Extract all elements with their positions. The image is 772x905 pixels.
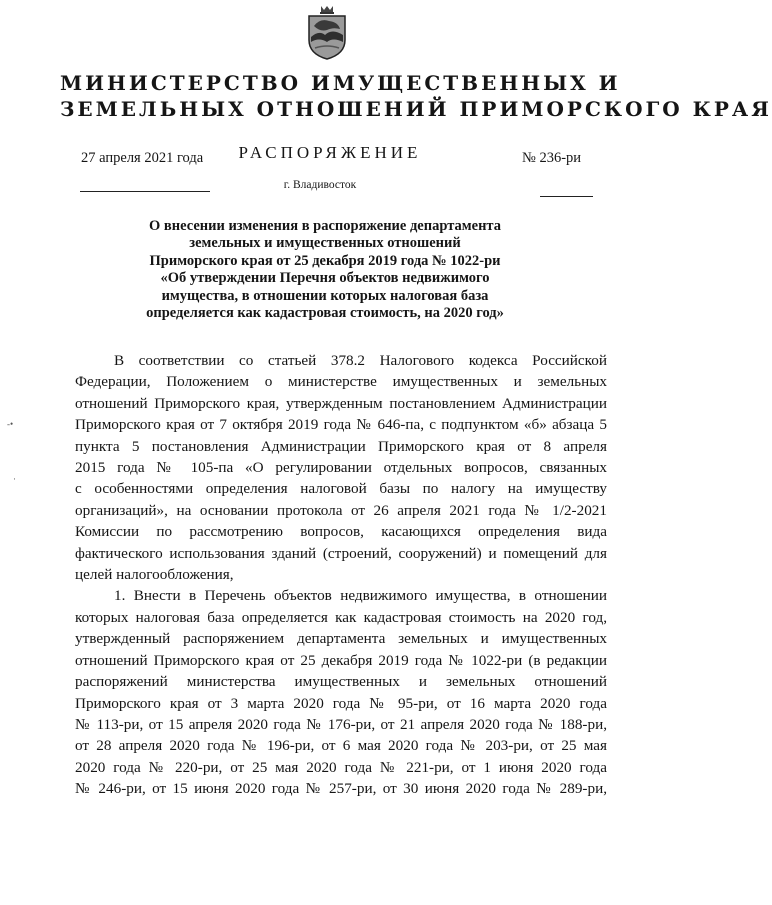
body-line: 2015 года № 105-па «О регулировании отдельных вопросов, связанных	[75, 459, 607, 477]
title-line: Приморского края от 25 декабря 2019 года № 1022-ри	[149, 252, 501, 269]
document-title	[110, 218, 540, 322]
coat-of-arms-icon	[305, 4, 349, 60]
ministry-name-line-1: МИНИСТЕРСТВО ИМУЩЕСТВЕННЫХ И	[60, 71, 621, 95]
title-line: О внесении изменения в распоряжение департамента	[149, 218, 501, 234]
body-line: которых налоговая база определяется как кадастровая стоимость на 2020 год,	[75, 608, 607, 626]
body-line: Федерации, Положением о министерстве имущественных и земельных	[75, 373, 607, 391]
document-type: РАСПОРЯЖЕНИЕ	[238, 143, 422, 162]
title-line: земельных и имущественных отношений	[189, 235, 461, 252]
scan-mark: ·	[13, 474, 16, 484]
title-line: определяется как кадастровая стоимость, на 2020 год»	[146, 305, 504, 322]
body-line: распоряжений министерства имущественных и земельных отношений	[75, 673, 607, 691]
number-underline	[540, 196, 593, 197]
scan-mark: -•	[7, 419, 14, 429]
body-line: Приморского края от 7 октября 2019 года № 646-па, с подпунктом «б» абзаца 5	[75, 416, 607, 434]
body-line: фактического использования зданий (строений, сооружений) и помещений для	[75, 544, 607, 562]
body-line: утвержденный распоряжением департамента земельных и имущественных	[75, 630, 607, 648]
document-body	[75, 350, 607, 800]
document-city: г. Владивосток	[283, 179, 357, 191]
body-line: от 28 апреля 2020 года № 196-ри, от 6 мая 2020 года № 203-ри, от 25 мая	[75, 737, 607, 755]
body-line: целей налогообложения,	[75, 566, 234, 584]
body-line: № 113-ри, от 15 апреля 2020 года № 176-ри, от 21 апреля 2020 года № 188-ри,	[75, 715, 607, 733]
title-line: «Об утверждении Перечня объектов недвижимого	[160, 270, 490, 287]
document-number: № 236-ри	[522, 150, 582, 166]
body-line: В соответствии со статьей 378.2 Налогового кодекса Российской	[114, 352, 607, 369]
body-line: пункта 5 постановления Администрации Приморского края от 8 апреля	[75, 437, 607, 455]
body-line: 2020 года № 220-ри, от 25 мая 2020 года № 221-ри, от 1 июня 2020 года	[75, 758, 607, 776]
body-line: № 246-ри, от 15 июня 2020 года № 257-ри, от 30 июня 2020 года № 289-ри,	[75, 780, 607, 798]
title-line: имущества, в отношении которых налоговая база	[161, 287, 489, 304]
body-line: Приморского края от 3 марта 2020 года № 95-ри, от 16 марта 2020 года	[75, 694, 607, 712]
ministry-name-line-2: ЗЕМЕЛЬНЫХ ОТНОШЕНИЙ ПРИМОРСКОГО КРАЯ	[60, 97, 772, 121]
document-date: 27 апреля 2021 года	[81, 150, 204, 166]
body-line: 1. Внести в Перечень объектов недвижимого имущества, в отношении	[114, 587, 607, 605]
body-line: с особенностями определения налоговой базы по налогу на имуществу	[75, 480, 607, 498]
body-line: организаций», на основании протокола от 26 апреля 2021 года № 1/2-2021	[75, 501, 607, 519]
body-line: отношений Приморского края от 25 декабря 2019 года № 1022-ри (в редакции	[75, 651, 607, 669]
body-line: Комиссии по рассмотрению вопросов, касающихся определения вида	[75, 523, 607, 541]
date-underline	[80, 191, 210, 192]
body-line: отношений Приморского края, утвержденным постановлением Администрации	[75, 394, 607, 412]
